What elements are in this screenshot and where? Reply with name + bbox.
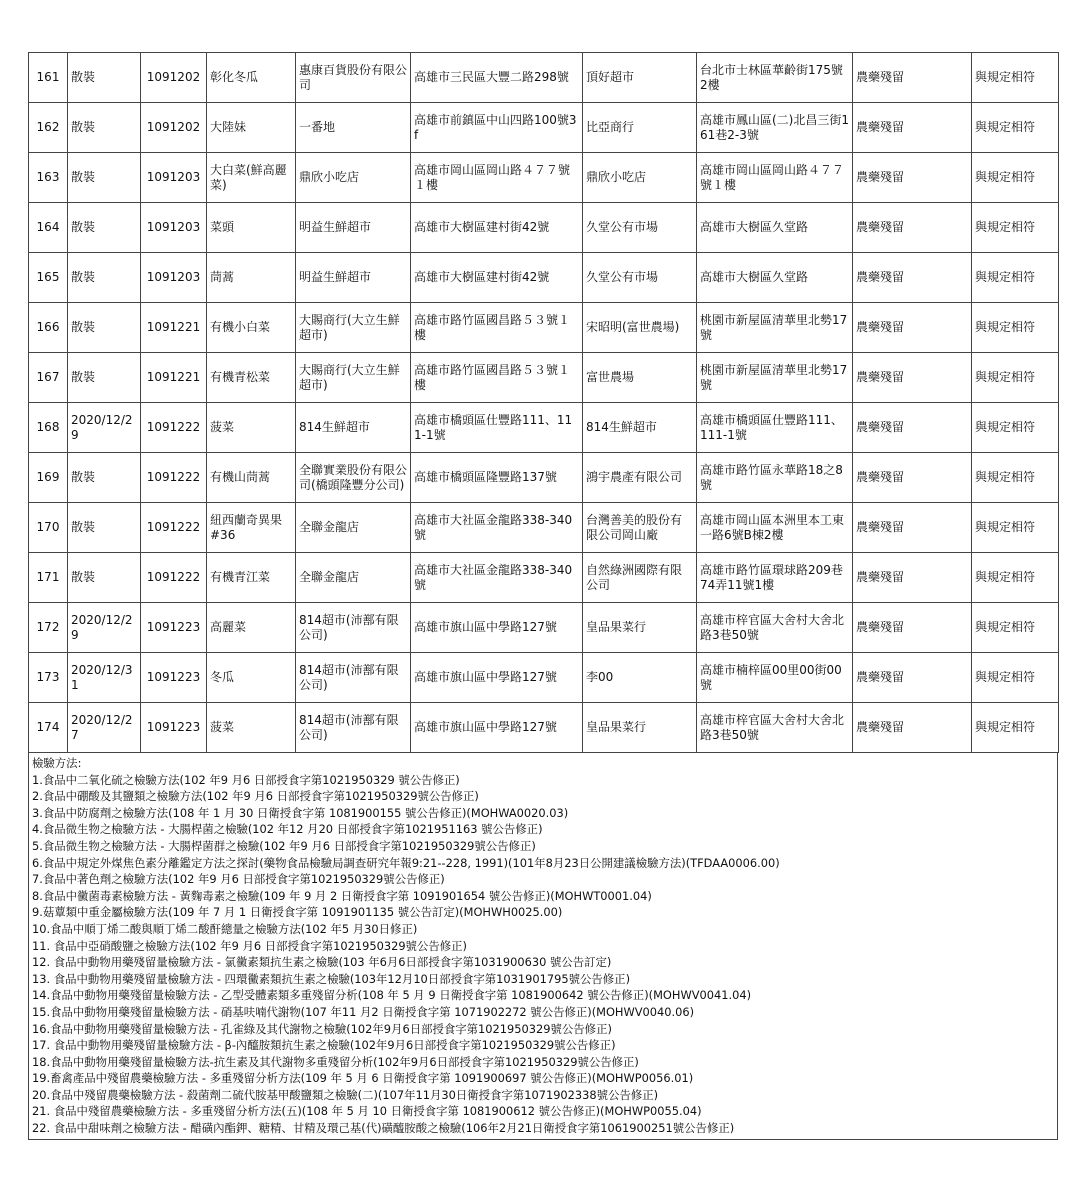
package-date-cell: 散裝 [68, 553, 141, 603]
table-row [29, 153, 1059, 203]
test-item-cell: 農藥殘留 [853, 253, 972, 303]
sampling-store-cell: 814超市(沛鄯有限公司) [296, 703, 411, 753]
table-row [29, 453, 1059, 503]
test-result-cell: 與規定相符 [972, 453, 1059, 503]
sample-code-cell: 1091221 [141, 303, 207, 353]
test-item-cell: 農藥殘留 [853, 103, 972, 153]
test-result-cell: 與規定相符 [972, 603, 1059, 653]
test-result-cell: 與規定相符 [972, 653, 1059, 703]
sampling-store-cell: 全聯金龍店 [296, 503, 411, 553]
row-number-cell: 165 [29, 253, 68, 303]
product-name-cell: 菠菜 [207, 703, 296, 753]
row-number-cell: 166 [29, 303, 68, 353]
method-item: 2.食品中硼酸及其鹽類之檢驗方法(102 年9 月6 日部授食字第1021950329號公告修正) [32, 789, 479, 804]
product-name-cell: 大白菜(鮮高麗菜) [207, 153, 296, 203]
supplier-name-cell: 台灣善美的股份有限公司岡山廠 [583, 503, 697, 553]
method-item: 8.食品中黴菌毒素檢驗方法 - 黃麴毒素之檢驗(109 年 9 月 2 日衛授食字第 1091901654 號公告修正)(MOHWT0001.04) [32, 888, 652, 903]
sample-code-cell: 1091223 [141, 603, 207, 653]
row-number-cell: 164 [29, 203, 68, 253]
test-item-cell: 農藥殘留 [853, 353, 972, 403]
table-row [29, 403, 1059, 453]
table-row [29, 53, 1059, 103]
sample-code-cell: 1091222 [141, 453, 207, 503]
supplier-address-cell: 高雄市楠梓區00里00街00號 [697, 653, 853, 703]
supplier-address-cell: 桃園市新屋區清華里北勢17號 [697, 353, 853, 403]
product-name-cell: 茼蒿 [207, 253, 296, 303]
sampling-store-cell: 明益生鮮超市 [296, 203, 411, 253]
supplier-address-cell: 高雄市梓官區大舍村大舍北路3巷50號 [697, 603, 853, 653]
test-result-cell: 與規定相符 [972, 53, 1059, 103]
method-item: 6.食品中規定外煤焦色素分離鑑定方法之探討(藥物食品檢驗局調查研究年報9:21--228, 1991)(101年8月23日公開建議檢驗方法)(TFDAA0006.00) [32, 855, 780, 870]
method-item: 17. 食品中動物用藥殘留量檢驗方法 - β-內醯胺類抗生素之檢驗(102年9月6日部授食字第1021950329號公告修正) [32, 1038, 616, 1053]
method-item: 3.食品中防腐劑之檢驗方法(108 年 1 月 30 日衛授食字第 1081900155 號公告修正)(MOHWA0020.03) [32, 805, 569, 820]
supplier-name-cell: 李00 [583, 653, 697, 703]
test-result-cell: 與規定相符 [972, 503, 1059, 553]
sampling-store-address-cell: 高雄市旗山區中學路127號 [411, 603, 583, 653]
method-item: 19.畜禽產品中殘留農藥檢驗方法 - 多重殘留分析方法(109 年 5 月 6 日衛授食字第 1091900697 號公告修正)(MOHWP0056.01) [32, 1071, 694, 1086]
sample-code-cell: 1091202 [141, 103, 207, 153]
test-item-cell: 農藥殘留 [853, 653, 972, 703]
test-item-cell: 農藥殘留 [853, 303, 972, 353]
sample-code-cell: 1091221 [141, 353, 207, 403]
method-item: 7.食品中著色劑之檢驗方法(102 年9 月6 日部授食字第1021950329號公告修正) [32, 872, 445, 887]
row-number-cell: 169 [29, 453, 68, 503]
supplier-address-cell: 桃園市新屋區清華里北勢17號 [697, 303, 853, 353]
sampling-store-cell: 惠康百貨股份有限公司 [296, 53, 411, 103]
sampling-store-address-cell: 高雄市大社區金龍路338-340號 [411, 503, 583, 553]
supplier-name-cell: 自然綠洲國際有限公司 [583, 553, 697, 603]
test-item-cell: 農藥殘留 [853, 603, 972, 653]
table-row [29, 503, 1059, 553]
sampling-store-address-cell: 高雄市旗山區中學路127號 [411, 653, 583, 703]
package-date-cell: 散裝 [68, 353, 141, 403]
test-item-cell: 農藥殘留 [853, 403, 972, 453]
table-row [29, 203, 1059, 253]
product-name-cell: 彰化冬瓜 [207, 53, 296, 103]
sampling-store-cell: 814生鮮超市 [296, 403, 411, 453]
row-number-cell: 172 [29, 603, 68, 653]
sample-code-cell: 1091202 [141, 53, 207, 103]
supplier-name-cell: 鴻宇農產有限公司 [583, 453, 697, 503]
sampling-store-address-cell: 高雄市路竹區國昌路５３號１樓 [411, 353, 583, 403]
supplier-address-cell: 高雄市大樹區久堂路 [697, 203, 853, 253]
sampling-store-address-cell: 高雄市岡山區岡山路４７７號１樓 [411, 153, 583, 203]
supplier-address-cell: 高雄市路竹區環球路209巷74弄11號1樓 [697, 553, 853, 603]
method-item: 1.食品中二氧化硫之檢驗方法(102 年9 月6 日部授食字第1021950329 號公告修正) [32, 772, 460, 787]
table-row [29, 253, 1059, 303]
package-date-cell: 2020/12/27 [68, 703, 141, 753]
supplier-address-cell: 高雄市路竹區永華路18之8號 [697, 453, 853, 503]
table-row [29, 653, 1059, 703]
sampling-store-cell: 大賜商行(大立生鮮超市) [296, 353, 411, 403]
row-number-cell: 161 [29, 53, 68, 103]
sample-code-cell: 1091222 [141, 503, 207, 553]
supplier-name-cell: 比亞商行 [583, 103, 697, 153]
method-item: 15.食品中動物用藥殘留量檢驗方法 - 硝基呋喃代謝物(107 年11 月2 日衛授食字第 1071902272 號公告修正)(MOHWV0040.06) [32, 1004, 695, 1019]
supplier-address-cell: 高雄市岡山區本洲里本工東一路6號B棟2樓 [697, 503, 853, 553]
methods-list [32, 772, 1054, 1137]
method-item: 21. 食品中殘留農藥檢驗方法 - 多重殘留分析方法(五)(108 年 5 月 10 日衛授食字第 1081900612 號公告修正)(MOHWP0055.04) [32, 1104, 702, 1119]
sampling-store-cell: 814超市(沛鄯有限公司) [296, 653, 411, 703]
table-row [29, 353, 1059, 403]
sample-code-cell: 1091203 [141, 253, 207, 303]
product-name-cell: 有機山茼蒿 [207, 453, 296, 503]
row-number-cell: 162 [29, 103, 68, 153]
product-name-cell: 有機青松菜 [207, 353, 296, 403]
method-item: 4.食品微生物之檢驗方法 - 大腸桿菌之檢驗(102 年12 月20 日部授食字第1021951163 號公告修正) [32, 822, 543, 837]
methods-heading: 檢驗方法: [32, 756, 82, 770]
sampling-store-cell: 全聯實業股份有限公司(橋頭隆豐分公司) [296, 453, 411, 503]
method-item: 13. 食品中動物用藥殘留量檢驗方法 - 四環黴素類抗生素之檢驗(103年12月10日部授食字第1031901795號公告修正) [32, 971, 631, 986]
test-result-cell: 與規定相符 [972, 103, 1059, 153]
sample-code-cell: 1091203 [141, 203, 207, 253]
methods-section [28, 753, 1058, 1140]
test-item-cell: 農藥殘留 [853, 453, 972, 503]
test-result-cell: 與規定相符 [972, 203, 1059, 253]
sampling-store-address-cell: 高雄市大社區金龍路338-340號 [411, 553, 583, 603]
product-name-cell: 有機青江菜 [207, 553, 296, 603]
test-result-cell: 與規定相符 [972, 703, 1059, 753]
supplier-name-cell: 鼎欣小吃店 [583, 153, 697, 203]
package-date-cell: 散裝 [68, 503, 141, 553]
product-name-cell: 紐西蘭奇異果#36 [207, 503, 296, 553]
row-number-cell: 163 [29, 153, 68, 203]
sampling-store-address-cell: 高雄市大樹區建村街42號 [411, 203, 583, 253]
test-result-cell: 與規定相符 [972, 553, 1059, 603]
sampling-store-cell: 一番地 [296, 103, 411, 153]
method-item: 11. 食品中亞硝酸鹽之檢驗方法(102 年9 月6 日部授食字第1021950329號公告修正) [32, 938, 467, 953]
row-number-cell: 168 [29, 403, 68, 453]
package-date-cell: 2020/12/31 [68, 653, 141, 703]
method-item: 9.菇蕈類中重金屬檢驗方法(109 年 7 月 1 日衛授食字第 1091901135 號公告訂定)(MOHWH0025.00) [32, 905, 563, 920]
supplier-name-cell: 皇品果菜行 [583, 703, 697, 753]
method-item: 10.食品中順丁烯二酸與順丁烯二酸酐總量之檢驗方法(102 年5 月30日修正) [32, 921, 418, 936]
test-result-cell: 與規定相符 [972, 153, 1059, 203]
sample-code-cell: 1091223 [141, 703, 207, 753]
sampling-store-cell: 814超市(沛鄯有限公司) [296, 603, 411, 653]
table-row [29, 303, 1059, 353]
package-date-cell: 2020/12/29 [68, 603, 141, 653]
supplier-address-cell: 高雄市橋頭區仕豐路111、111-1號 [697, 403, 853, 453]
row-number-cell: 171 [29, 553, 68, 603]
package-date-cell: 散裝 [68, 53, 141, 103]
test-item-cell: 農藥殘留 [853, 503, 972, 553]
sampling-store-address-cell: 高雄市路竹區國昌路５３號１樓 [411, 303, 583, 353]
supplier-address-cell: 高雄市大樹區久堂路 [697, 253, 853, 303]
package-date-cell: 散裝 [68, 253, 141, 303]
test-result-cell: 與規定相符 [972, 303, 1059, 353]
row-number-cell: 173 [29, 653, 68, 703]
supplier-name-cell: 久堂公有市場 [583, 203, 697, 253]
row-number-cell: 167 [29, 353, 68, 403]
sampling-store-address-cell: 高雄市大樹區建村街42號 [411, 253, 583, 303]
row-number-cell: 174 [29, 703, 68, 753]
sampling-store-address-cell: 高雄市橋頭區仕豐路111、111-1號 [411, 403, 583, 453]
product-name-cell: 冬瓜 [207, 653, 296, 703]
method-item: 12. 食品中動物用藥殘留量檢驗方法 - 氯黴素類抗生素之檢驗(103 年6月6日部授食字第1031900630 號公告訂定) [32, 955, 612, 970]
sampling-store-cell: 鼎欣小吃店 [296, 153, 411, 203]
sample-code-cell: 1091223 [141, 653, 207, 703]
product-name-cell: 高麗菜 [207, 603, 296, 653]
package-date-cell: 散裝 [68, 303, 141, 353]
method-item: 16.食品中動物用藥殘留量檢驗方法 - 孔雀綠及其代謝物之檢驗(102年9月6日部授食字第1021950329號公告修正) [32, 1021, 612, 1036]
test-item-cell: 農藥殘留 [853, 553, 972, 603]
sampling-store-address-cell: 高雄市三民區大豐二路298號 [411, 53, 583, 103]
product-name-cell: 菠菜 [207, 403, 296, 453]
package-date-cell: 散裝 [68, 203, 141, 253]
method-item: 18.食品中動物用藥殘留量檢驗方法-抗生素及其代謝物多重殘留分析(102年9月6日部授食字第1021950329號公告修正) [32, 1054, 639, 1069]
package-date-cell: 散裝 [68, 103, 141, 153]
table-row [29, 703, 1059, 753]
sample-code-cell: 1091203 [141, 153, 207, 203]
sampling-store-address-cell: 高雄市前鎮區中山四路100號3f [411, 103, 583, 153]
supplier-address-cell: 高雄市梓官區大舍村大舍北路3巷50號 [697, 703, 853, 753]
sampling-store-cell: 大賜商行(大立生鮮超市) [296, 303, 411, 353]
package-date-cell: 2020/12/29 [68, 403, 141, 453]
product-name-cell: 菜頭 [207, 203, 296, 253]
package-date-cell: 散裝 [68, 453, 141, 503]
inspection-results-sheet [28, 52, 1058, 1140]
supplier-name-cell: 皇品果菜行 [583, 603, 697, 653]
test-item-cell: 農藥殘留 [853, 203, 972, 253]
package-date-cell: 散裝 [68, 153, 141, 203]
results-table [28, 52, 1059, 753]
table-row [29, 603, 1059, 653]
supplier-address-cell: 高雄市鳳山區(二)北昌三街161巷2-3號 [697, 103, 853, 153]
results-table-body [29, 53, 1059, 753]
method-item: 5.食品微生物之檢驗方法 - 大腸桿菌群之檢驗(102 年9 月6 日部授食字第1021950329號公告修正) [32, 838, 536, 853]
supplier-address-cell: 高雄市岡山區岡山路４７７號１樓 [697, 153, 853, 203]
sampling-store-address-cell: 高雄市旗山區中學路127號 [411, 703, 583, 753]
supplier-address-cell: 台北市士林區華齡街175號2樓 [697, 53, 853, 103]
product-name-cell: 大陸妹 [207, 103, 296, 153]
supplier-name-cell: 久堂公有市場 [583, 253, 697, 303]
supplier-name-cell: 頂好超市 [583, 53, 697, 103]
row-number-cell: 170 [29, 503, 68, 553]
supplier-name-cell: 富世農場 [583, 353, 697, 403]
test-item-cell: 農藥殘留 [853, 703, 972, 753]
product-name-cell: 有機小白菜 [207, 303, 296, 353]
table-row [29, 553, 1059, 603]
supplier-name-cell: 宋昭明(富世農場) [583, 303, 697, 353]
sampling-store-cell: 明益生鮮超市 [296, 253, 411, 303]
test-result-cell: 與規定相符 [972, 253, 1059, 303]
sampling-store-address-cell: 高雄市橋頭區隆豐路137號 [411, 453, 583, 503]
sample-code-cell: 1091222 [141, 403, 207, 453]
test-result-cell: 與規定相符 [972, 353, 1059, 403]
method-item: 22. 食品中甜味劑之檢驗方法 - 醋磺內酯鉀、糖精、甘精及環己基(代)磺醯胺酸之檢驗(106年2月21日衛授食字第1061900251號公告修正) [32, 1121, 735, 1136]
test-result-cell: 與規定相符 [972, 403, 1059, 453]
test-item-cell: 農藥殘留 [853, 153, 972, 203]
sampling-store-cell: 全聯金龍店 [296, 553, 411, 603]
test-item-cell: 農藥殘留 [853, 53, 972, 103]
supplier-name-cell: 814生鮮超市 [583, 403, 697, 453]
table-row [29, 103, 1059, 153]
method-item: 20.食品中殘留農藥檢驗方法 - 殺菌劑二硫代胺基甲酸鹽類之檢驗(二)(107年11月30日衛授食字第1071902338號公告修正) [32, 1087, 659, 1102]
sample-code-cell: 1091222 [141, 553, 207, 603]
method-item: 14.食品中動物用藥殘留量檢驗方法 - 乙型受體素類多重殘留分析(108 年 5 月 9 日衛授食字第 1081900642 號公告修正)(MOHWV0041.04) [32, 988, 752, 1003]
